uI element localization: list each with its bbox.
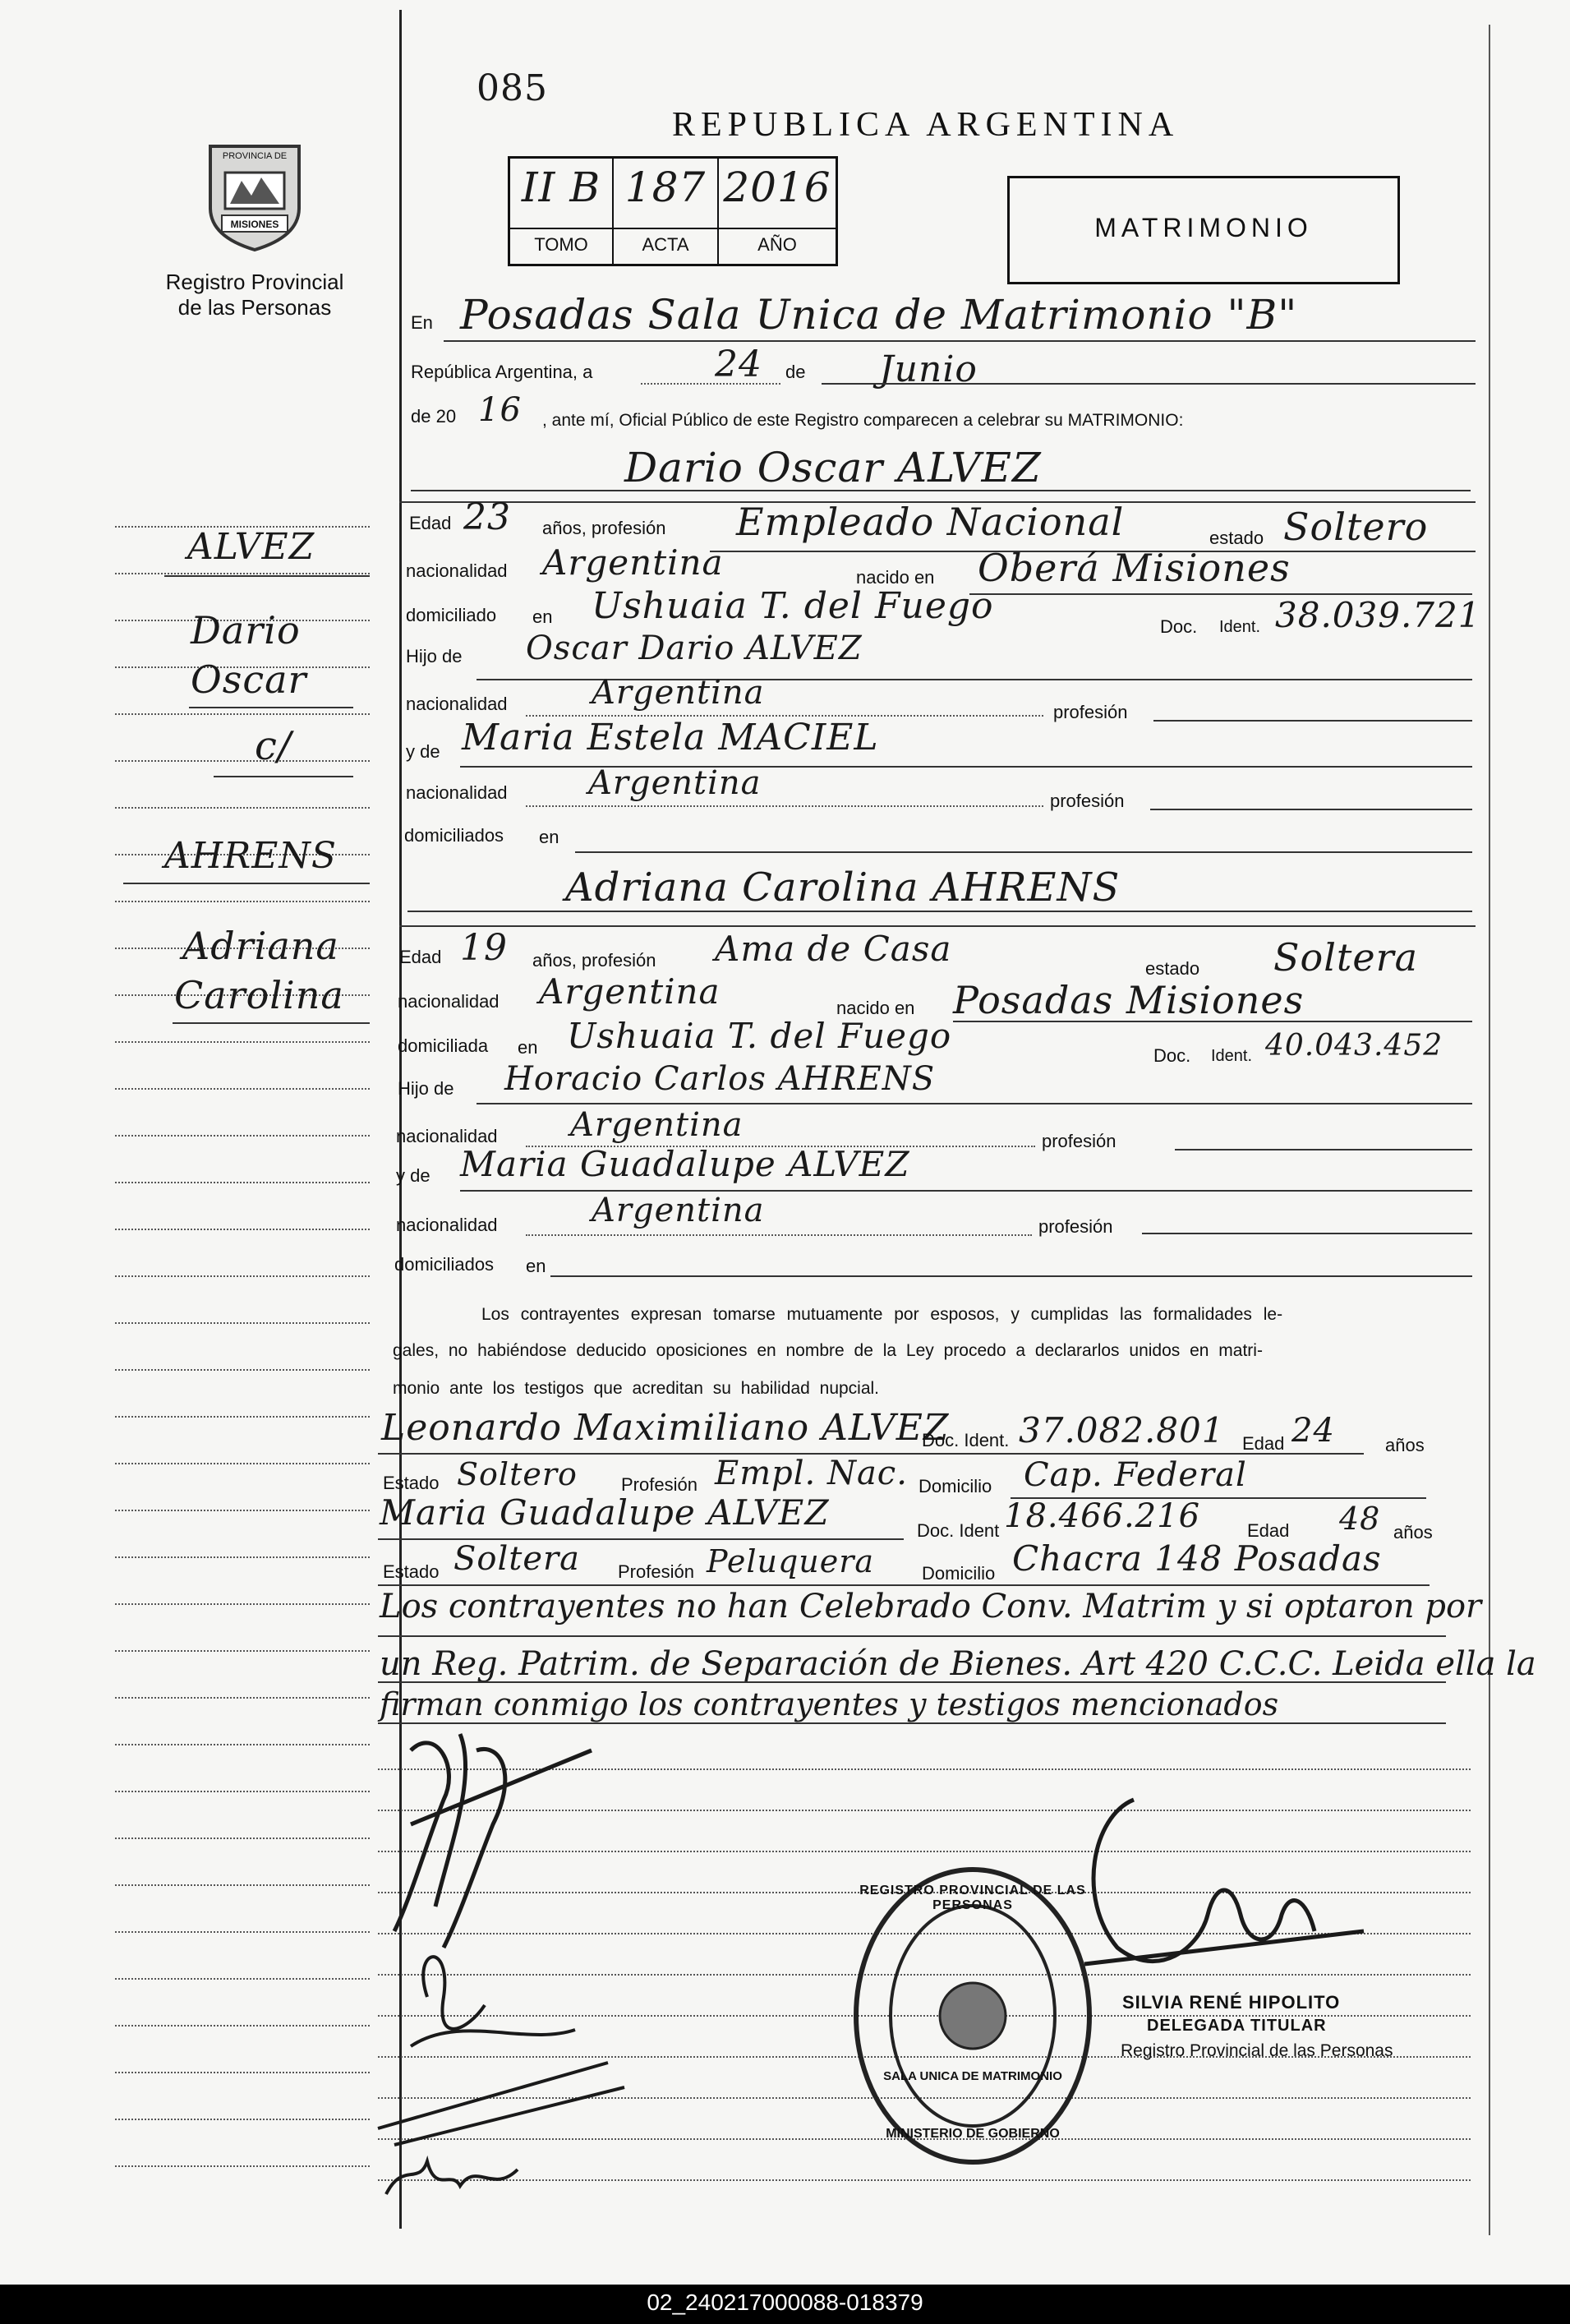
margin-note-con: c/ [255,723,292,769]
margin-dotted-line [115,2165,370,2167]
margin-dotted-line [115,1791,370,1792]
bride-doc-number: 40.043.452 [1265,1029,1443,1063]
margin-dotted-line [115,807,370,809]
intro-statement: , ante mí, Oficial Público de este Registro comparecen a celebrar su MATRIMONIO: [542,411,1184,430]
bride-nationality: Argentina [539,971,721,1012]
witness-2-prof-label: Profesión [618,1561,694,1582]
groom-nationality: Argentina [542,542,724,583]
witness-2-estado: Soltera [454,1540,580,1578]
margin-note-name-4: Carolina [174,973,344,1017]
witness-2-doc: 18.466.216 [1004,1497,1201,1535]
bride-parents-address-en: en [526,1256,546,1276]
groom-parents-address-en: en [539,827,559,847]
margin-note-name-3: Adriana [182,924,339,968]
groom-address-label: domiciliado [406,605,497,625]
groom-ident-label: Ident. [1219,618,1261,636]
note-line-1: Los contrayentes no han Celebrado Conv. Matrim y si optaron por [380,1588,1482,1625]
witness-2-estado-label: Estado [383,1561,440,1582]
groom-age-label: Edad [409,513,452,533]
official-name: SILVIA RENÉ HIPOLITO [1122,1992,1341,2013]
registry-line-1: Registro Provincial [165,270,344,294]
seal-inner-text: SALA UNICA DE MATRIMONIO [883,2069,1062,2083]
margin-note-name-2: Oscar [191,657,307,702]
groom-doc-label: Doc. [1160,616,1198,637]
groom-father-nat: Argentina [592,674,765,712]
bride-address-en: en [518,1037,538,1058]
groom-profession: Empleado Nacional [736,500,1125,544]
bride-age-label: Edad [399,947,442,967]
margin-dotted-line [115,2119,370,2120]
day-value: 24 [715,344,762,385]
groom-father-prof-label: profesión [1053,702,1128,722]
bride-parents-address-label: domiciliados [394,1254,495,1275]
logo-top-text: PROVINCIA DE [222,151,288,161]
witness-2-profession: Peluquera [707,1543,875,1579]
bride-ident-label: Ident. [1211,1047,1253,1065]
margin-dotted-line [115,2025,370,2027]
groom-mother-label: y de [406,741,440,762]
groom-son-of-label: Hijo de [406,646,463,666]
margin-dotted-line [115,1603,370,1605]
margin-note-surname-2: AHRENS [164,835,338,877]
groom-name: Dario Oscar ALVEZ [624,444,1042,491]
bride-birthplace: Posadas Misiones [953,978,1305,1022]
margin-dotted-line [115,1322,370,1324]
tomo-label: TOMO [534,234,588,255]
groom-estado-label: estado [1209,528,1264,548]
margin-dotted-line [115,901,370,902]
bride-mother: Maria Guadalupe ALVEZ [460,1144,910,1184]
bride-father-nat-label: nacionalidad [396,1126,498,1146]
year-prefix: de 20 [411,406,457,427]
en-label: En [411,312,433,333]
witness-1-doc-label: Doc. Ident. [922,1430,1010,1450]
witness-1-prof-label: Profesión [621,1474,698,1495]
witness-1-address: Cap. Federal [1024,1456,1247,1494]
margin-dotted-line [115,1697,370,1699]
witness-1-name: Leonardo Maximiliano ALVEZ [381,1407,950,1449]
groom-mother-nat: Argentina [588,764,762,802]
bride-mother-prof-label: profesión [1038,1216,1113,1237]
witness-2-name: Maria Guadalupe ALVEZ [380,1492,830,1533]
margin-dotted-line [115,1275,370,1277]
margin-dotted-line [115,1650,370,1652]
groom-doc-number: 38.039.721 [1275,595,1481,635]
witness-signatures [361,1701,707,2211]
declaration-line-3: monio ante los testigos que acreditan su habilidad nupcial. [393,1379,880,1398]
margin-dotted-line [115,1510,370,1511]
note-line-3: firman conmigo los contrayentes y testigos mencionados [380,1686,1279,1722]
witness-2-age: 48 [1339,1501,1381,1537]
seal-ring-text: REGISTRO PROVINCIAL DE LAS PERSONAS [859,1884,1086,1912]
witness-1-doc: 37.082.801 [1019,1410,1225,1450]
groom-parents-address-label: domiciliados [404,825,504,846]
groom-estado: Soltero [1283,505,1429,549]
groom-mother-nat-label: nacionalidad [406,782,508,803]
margin-dotted-line [115,1229,370,1230]
act-type-box [1007,176,1400,284]
country-title: REPUBLICA ARGENTINA [672,106,1180,144]
seal-bottom-text: MINISTERIO DE GOBIERNO [886,2127,1060,2141]
bride-profession-label: años, profesión [532,950,656,971]
right-margin-rule [1489,25,1490,2235]
margin-dotted-line [115,1838,370,1839]
bride-profession: Ama de Casa [715,929,952,969]
bride-estado: Soltera [1273,935,1419,980]
witness-2-doc-label: Doc. Ident [917,1520,1000,1541]
bride-doc-label: Doc. [1153,1045,1191,1066]
bride-address-label: domiciliada [398,1035,489,1056]
tomo-value: II B [521,164,601,211]
witness-1-age-label: Edad [1242,1433,1285,1454]
bride-nationality-label: nacionalidad [398,991,500,1012]
logo-bottom-text: MISIONES [230,219,279,230]
note-line-2: un Reg. Patrim. de Separación de Bienes. Art 420 C.C.C. Leida ella la [380,1645,1536,1683]
margin-dotted-line [115,1088,370,1090]
groom-nationality-label: nacionalidad [406,560,508,581]
margin-dotted-line [115,1744,370,1745]
witness-2-address: Chacra 148 Posadas [1012,1538,1382,1579]
witness-2-age-label: Edad [1247,1520,1290,1541]
bride-age: 19 [460,927,508,969]
witness-1-estado: Soltero [457,1456,578,1492]
de-label: de [785,362,806,382]
witness-1-profession: Empl. Nac. [715,1455,908,1492]
bride-mother-nat-label: nacionalidad [396,1215,498,1235]
bride-born-label: nacido en [836,998,915,1018]
groom-born-label: nacido en [856,567,935,588]
groom-father: Oscar Dario ALVEZ [526,629,863,667]
groom-mother: Maria Estela MACIEL [462,717,879,759]
page-number: 085 [477,67,548,109]
acta-value: 187 [624,164,707,211]
record-index-table [508,156,838,266]
witness-2-years-label: años [1393,1522,1433,1542]
margin-dotted-line [115,713,370,715]
margin-note-name-1: Dario [191,608,301,652]
margin-dotted-line [115,1884,370,1886]
official-signature [1068,1783,1380,1997]
bride-estado-label: estado [1145,958,1200,979]
witness-2-address-label: Domicilio [922,1563,996,1584]
margin-dotted-line [115,573,370,574]
act-type: MATRIMONIO [1094,213,1313,242]
margin-dotted-line [115,1041,370,1043]
groom-age: 23 [463,496,511,538]
scan-code: 02_240217000088-018379 [647,2289,923,2315]
anio-label: AÑO [757,234,797,255]
witness-1-age: 24 [1291,1412,1335,1450]
witness-1-estado-label: Estado [383,1473,440,1493]
scan-footer [0,2285,1570,2324]
bride-mother-nat: Argentina [592,1192,765,1229]
declaration-line-2: gales, no habiéndose deducido oposiciones en nombre de la Ley procedo a declararlos unidos en matri- [393,1341,1263,1360]
groom-profession-label: años, profesión [542,518,666,538]
official-office: Registro Provincial de las Personas [1121,2041,1393,2060]
groom-birthplace: Oberá Misiones [978,546,1291,590]
acta-label: ACTA [642,234,689,255]
margin-dotted-line [115,1135,370,1137]
registry-line-2: de las Personas [177,295,332,320]
bride-father-prof-label: profesión [1042,1131,1116,1151]
margin-dotted-line [115,1182,370,1183]
year-suffix: 16 [478,391,522,429]
bride-daughter-of-label: Hijo de [398,1078,454,1099]
official-seal [849,1864,1096,2168]
groom-father-nat-label: nacionalidad [406,694,508,714]
margin-note-surname-1: ALVEZ [187,526,315,568]
bride-father: Horacio Carlos AHRENS [504,1060,936,1098]
witness-1-years-label: años [1385,1435,1425,1455]
bride-father-nat: Argentina [570,1106,744,1144]
registry-title [140,270,370,320]
bride-mother-label: y de [396,1165,430,1186]
declaration-line-1: Los contrayentes expresan tomarse mutuamente por esposos, y cumplidas las formalidades le- [481,1305,1283,1324]
witness-1-address-label: Domicilio [919,1476,992,1496]
groom-mother-prof-label: profesión [1050,791,1125,811]
margin-dotted-line [115,1931,370,1933]
official-title: DELEGADA TITULAR [1147,2017,1327,2035]
groom-address-en: en [532,606,553,627]
month-value: Junio [879,348,978,390]
republica-label: República Argentina, a [411,362,593,382]
margin-dotted-line [115,1369,370,1371]
margin-dotted-line [115,1463,370,1464]
place-value: Posadas Sala Unica de Matrimonio "B" [460,291,1298,339]
province-logo [202,130,307,253]
groom-address: Ushuaia T. del Fuego [592,585,994,627]
margin-dotted-line [115,1416,370,1418]
bride-name: Adriana Carolina AHRENS [565,865,1121,911]
margin-dotted-line [115,1978,370,1980]
anio-value: 2016 [723,164,831,211]
margin-dotted-line [115,760,370,762]
margin-dotted-line [115,1556,370,1558]
margin-dotted-line [115,2072,370,2073]
bride-address: Ushuaia T. del Fuego [567,1016,952,1056]
